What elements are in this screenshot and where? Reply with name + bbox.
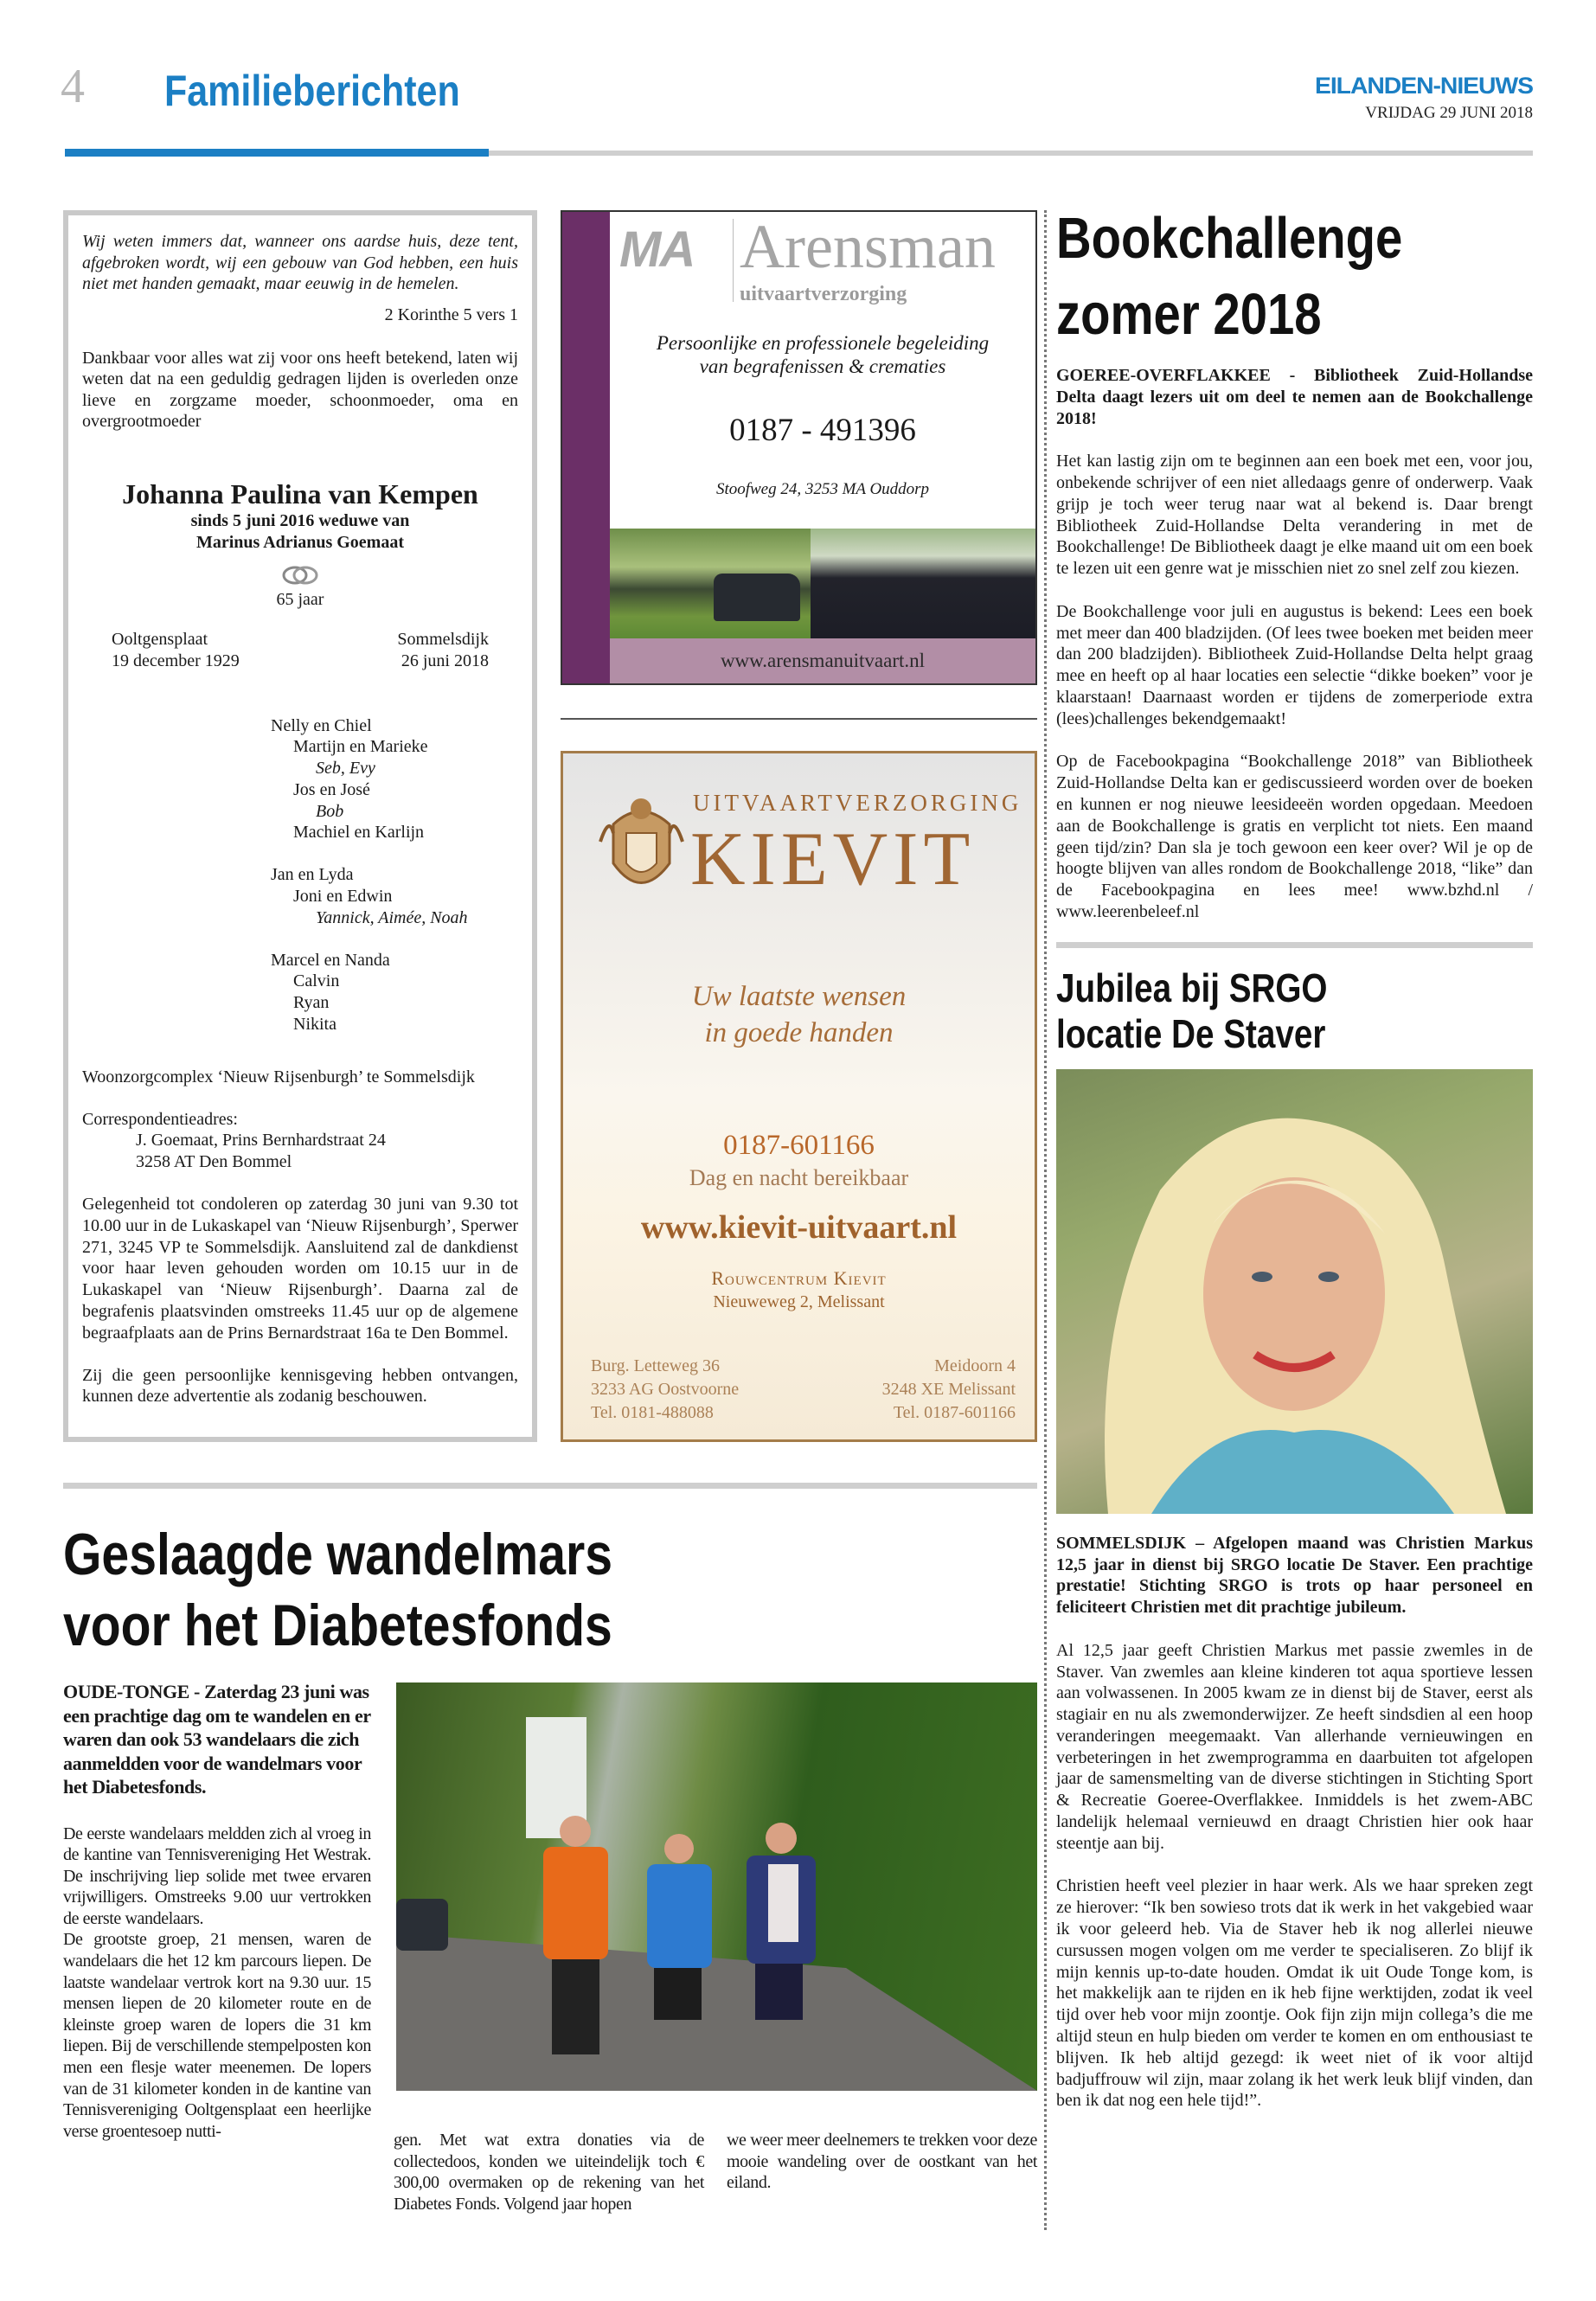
headline-line: voor het Diabetesfonds bbox=[63, 1593, 612, 1658]
hearse-car bbox=[714, 574, 800, 621]
correspondence-address: J. Goemaat, Prins Bernhardstraat 24 bbox=[136, 1131, 386, 1150]
article-divider bbox=[63, 1483, 1037, 1489]
obituary-intro: Dankbaar voor alles wat zij voor ons heeft betekend, laten wij weten dat na een geduldig gedragen lijden is overleden onze lieve en zorgzame moeder, schoonmoeder, oma en overgrootmoeder bbox=[82, 348, 518, 431]
family-group bbox=[271, 864, 518, 928]
kievit-slogan bbox=[563, 978, 1035, 1051]
article-lead: GOEREE-OVERFLAKKEE - Bibliotheek Zuid-Hollandse Delta daagt lezers uit om deel te nemen aan de Bookchallenge 2018! bbox=[1056, 366, 1533, 428]
closing-note: Zij die geen persoonlijke kennisgeving hebben ontvangen, kunnen deze advertentie als zodanig beschouwen. bbox=[82, 1365, 518, 1407]
ad-divider bbox=[561, 718, 1037, 720]
logo-divider bbox=[733, 219, 734, 302]
family-child: Jos en José bbox=[293, 779, 370, 799]
address-line: 3233 AG Oostvoorne bbox=[591, 1380, 740, 1399]
spouse-name: Marinus Adrianus Goemaat bbox=[195, 532, 405, 552]
condolence-info: Gelegenheid tot condoleren op zaterdag 30 juni van 9.30 tot 10.00 uur in de Lukaskapel van ‘Nieuw Rijsenburgh’, Sperwer 271, 3245 VP te Sommelsdijk. Aansluitend zal de dankdienst voor haar leven gehouden worden om 10.15 uur in de Lukaskapel van ‘Nieuw Rijsenburgh’. Daarna zal de begrafenis plaatsvinden omstreeks 11.45 uur op de algemene begraafplaats aan de Prins Bernardstraat 16a te Den Bommel. bbox=[82, 1195, 518, 1343]
article-divider bbox=[1056, 942, 1533, 948]
article-paragraph: Christien heeft veel plezier in haar werk. Als we haar spreken zegt ze hierover: “Ik ben sowieso trots dat ik werk in het vakgebied waar ik voor geleerd heb. Via de Staver heb ik nog allerlei nieuwe cursussen mogen volgen om me verder te specialiseren. Zo blijf ik mijn kennis up-to-date houden. Omdat ik uit Oude Tonge kom, is het makkelijk aan te rijden en ik heb fijne werktijden, zodat ik veel tijd over heb voor mijn zoontje. Ook fijn zijn mijn collega’s die me altijd steun en hulp bieden om verder te komen en om enthousiast te blijven. Ik heb altijd gezegd: ik weet niet of ik voor altijd badjuffrouw wil zijn, maar zolang ik het werk leuk blijf vinden, dan ben ik dat nog een hele tijd!”. bbox=[1056, 1876, 1533, 2111]
section-title: Familieberichten bbox=[164, 67, 460, 115]
page-number: 4 bbox=[61, 60, 85, 113]
slogan-line: in goede handen bbox=[704, 1017, 894, 1048]
arensman-url[interactable]: www.arensmanuitvaart.nl bbox=[610, 638, 1035, 685]
birth-date: 19 december 1929 bbox=[112, 651, 240, 670]
kievit-phone: 0187-601166 bbox=[723, 1130, 875, 1161]
pallbearers-photo bbox=[811, 529, 1037, 638]
widow-line: sinds 5 juni 2016 weduwe van bbox=[190, 510, 410, 530]
header-divider bbox=[489, 151, 1533, 156]
family-grandchildren: Seb, Evy bbox=[316, 759, 375, 779]
address-line: Meidoorn 4 bbox=[934, 1356, 1016, 1375]
marriage-years: 65 jaar bbox=[276, 589, 324, 609]
issue-date: VRIJDAG 29 JUNI 2018 bbox=[1365, 104, 1533, 122]
headline-line: Geslaagde wandelmars bbox=[63, 1522, 612, 1587]
birth-death-info bbox=[82, 629, 518, 672]
family-group bbox=[271, 950, 518, 1035]
arensman-address: Stoofweg 24, 3253 MA Ouddorp bbox=[715, 480, 930, 498]
correspondence-postcode: 3258 AT Den Bommel bbox=[136, 1152, 292, 1172]
arensman-tagline bbox=[610, 331, 1035, 378]
birth-place: Ooltgensplaat bbox=[112, 629, 208, 649]
ad-accent-stripe bbox=[562, 212, 610, 683]
portrait-image bbox=[1056, 1069, 1533, 1514]
bible-quote: Wij weten immers dat, wanneer ons aardse huis, deze tent, afgebroken wordt, wij een gebouw van God hebben, een huis niet met handen gemaakt, maar eeuwig in de hemelen. bbox=[82, 232, 518, 293]
kievit-kicker: UITVAARTVERZORGING bbox=[693, 790, 1022, 816]
family-list bbox=[271, 715, 518, 1035]
article-paragraph: De grootste groep, 21 mensen, waren de wandelaars die het 12 km parcours liepen. De laatste wandelaar vertrok kort na 9.30 uur. 15 mensen liepen de 20 kilometer route en de kleinste groep waren de lopers die 31 km liepen. Bij de verschillende stempelposten kon men een flesje water meenemen. De lopers van de 31 kilometer konden in de kantine van Tennisvereniging Ooltgensplaat een heerlijke verse groentesoep nutti- bbox=[63, 1930, 371, 2141]
kievit-name: KIEVIT bbox=[690, 817, 976, 901]
residence: Woonzorgcomplex ‘Nieuw Rijsenburgh’ te Sommelsdijk bbox=[82, 1067, 475, 1086]
headline-line: locatie De Staver bbox=[1056, 1010, 1326, 1056]
family-child: Joni en Edwin bbox=[293, 887, 393, 907]
walkers-image bbox=[396, 1682, 1037, 2091]
kievit-address-oostvoorne bbox=[591, 1355, 739, 1425]
arensman-logo-mark: MA bbox=[619, 221, 695, 278]
wandelmars-headline bbox=[63, 1519, 612, 1661]
bookchallenge-article bbox=[1056, 365, 1533, 923]
family-parents: Marcel en Nanda bbox=[271, 950, 390, 970]
kievit-availability: Dag en nacht bereikbaar bbox=[689, 1165, 909, 1190]
address-line: Tel. 0181-488088 bbox=[591, 1403, 714, 1422]
wandelmars-column-3: we weer meer deelnemers te trekken voor deze mooie wandeling over de oostkant van het eiland. bbox=[727, 2131, 1037, 2193]
address-line: 3248 XE Melissant bbox=[881, 1380, 1016, 1399]
correspondence-label: Correspondentieadres: bbox=[82, 1109, 238, 1129]
family-child: Calvin bbox=[293, 971, 340, 991]
walkers-photo bbox=[396, 1682, 1037, 2091]
kievit-ad[interactable] bbox=[561, 751, 1037, 1442]
arensman-ad[interactable] bbox=[561, 210, 1037, 685]
article-lead: OUDE-TONGE - Zaterdag 23 juni was een prachtige dag om te wandelen en er waren dan ook 53 wandelaars die zich aanmeldden voor de wandelmars voor het Diabetesfonds. bbox=[63, 1681, 371, 1798]
family-child: Martijn en Marieke bbox=[293, 737, 428, 757]
kievit-center-address: Nieuweweg 2, Melissant bbox=[713, 1292, 885, 1311]
tagline-line: van begrafenissen & crematies bbox=[699, 356, 946, 377]
kievit-url[interactable]: www.kievit-uitvaart.nl bbox=[640, 1209, 958, 1246]
address-line: Tel. 0187-601166 bbox=[893, 1403, 1016, 1422]
family-group bbox=[271, 715, 518, 844]
section-underline bbox=[65, 149, 489, 157]
jubilea-headline bbox=[1056, 965, 1457, 1057]
wedding-rings-icon bbox=[280, 564, 320, 586]
right-column bbox=[1056, 201, 1533, 2112]
correspondence bbox=[82, 1109, 518, 1173]
jubilea-article bbox=[1056, 1533, 1533, 2112]
bible-reference: 2 Korinthe 5 vers 1 bbox=[384, 304, 518, 324]
address-line: Burg. Letteweg 36 bbox=[591, 1356, 721, 1375]
headline-line: Jubilea bij SRGO bbox=[1056, 965, 1328, 1010]
kievit-center: Rouwcentrum Kievit bbox=[711, 1267, 887, 1289]
newspaper-logo: EILANDEN-NIEUWS bbox=[1315, 73, 1533, 99]
article-paragraph: Op de Facebookpagina “Bookchallenge 2018” van Bibliotheek Zuid-Hollandse Delta kan er gediscussieerd worden over de boeken en kunnen er nog nieuwe leesideeën worden opgedaan. Meedoen aan de Bookchallenge is gratis en verplicht tot niets. Een maand geen tijd/zin? Dan sla je toch gewoon een keer over? Wil je op de hoogte blijven van alles rondom de Bookchallenge 2018, “like” dan de Facebookpagina en lees mee! www.bzhd.nl / www.leerenbeleef.nl bbox=[1056, 752, 1533, 921]
arensman-phone: 0187 - 491396 bbox=[729, 413, 916, 448]
death-date: 26 juni 2018 bbox=[401, 651, 489, 670]
obituary-notice bbox=[63, 210, 537, 1442]
tagline-line: Persoonlijke en professionele begeleiding bbox=[656, 332, 990, 354]
family-grandchildren: Bob bbox=[316, 801, 344, 821]
article-paragraph: De Bookchallenge voor juli en augustus is bekend: Lees een boek met meer dan 400 bladzijden. (Of lees twee boeken met beiden meer dan 200 bladzijden). Bibliotheek Zuid-Hollandse Delta helpt graag mee en heeft op al haar locaties een selectie “dikke boeken” voor je klaarstaan! Daarnaast worden er tijdens de zomerperiode extra (lees)challenges bekendgemaakt! bbox=[1056, 601, 1533, 728]
kievit-crest-icon bbox=[596, 790, 687, 907]
headline-line: zomer 2018 bbox=[1056, 282, 1322, 347]
article-paragraph: De eerste wandelaars meldden zich al vroeg in de kantine van Tennisvereniging Het Westrak. De inschrijving liep solide met twee ervaren vrijwilligers. Omstreeks 9.00 uur vertrokken de eerste wandelaars. bbox=[63, 1823, 371, 1928]
wandelmars-column-2: gen. Met wat extra donaties via de collectedoos, konden we uiteindelijk toch € 300,00 overmaken op de rekening van het Diabetes Fonds. Volgend jaar hopen bbox=[394, 2131, 704, 2214]
bookchallenge-headline bbox=[1056, 201, 1457, 353]
article-paragraph: Al 12,5 jaar geeft Christien Markus met passie zwemles in de Staver. Van zwemles aan kleine kinderen tot aqua sportieve lessen aan volwassenen. In 2005 kwam ze in dienst bij de Staver, eerst als stagiair en nu als zwemonderwijzer. Ze heeft sindsdien al een hoop veranderingen meegemaakt. Van allerhande vernieuwingen en verbeteringen in het zwemprogramma en daarbuiten tot afgelopen jaar de samensmelting van de diverse stichtingen in Stichting Sport & Recreatie Goeree-Overflakkee. Inmiddels is het zwem-ABC landelijk helemaal vernieuwd en draagt Christien hier ook haar steentje aan bij. bbox=[1056, 1640, 1533, 1853]
family-parents: Nelly en Chiel bbox=[271, 715, 372, 735]
death-place: Sommelsdijk bbox=[397, 629, 489, 649]
deceased-name: Johanna Paulina van Kempen bbox=[122, 478, 478, 510]
family-grandchildren: Yannick, Aimée, Noah bbox=[316, 907, 468, 927]
family-child: Machiel en Karlijn bbox=[293, 823, 425, 843]
arensman-name: Arensman bbox=[740, 212, 996, 281]
slogan-line: Uw laatste wensen bbox=[691, 981, 907, 1012]
headline-line: Bookchallenge bbox=[1056, 206, 1403, 271]
family-child: Ryan bbox=[293, 993, 330, 1013]
article-paragraph: Het kan lastig zijn om te beginnen aan een boek met een, voor jou, onbekende schrijver of een niet alledaags genre of onderwerp. Vaak grijp je toch weer terug naar wat al bekend is. Daar brengt Bibliotheek Zuid-Hollandse Delta verandering in met de Bookchallenge! De Bibliotheek daagt je elke maand uit om een boek te lezen uit een genre wat je misschien niet zo snel zelf zou kiezen. bbox=[1056, 452, 1533, 579]
christien-markus-photo bbox=[1056, 1069, 1533, 1514]
arensman-subtitle: uitvaartverzorging bbox=[740, 283, 907, 305]
wandelmars-column-1 bbox=[63, 1680, 371, 2142]
column-divider bbox=[1044, 210, 1047, 2230]
kievit-address-melissant bbox=[882, 1355, 1016, 1425]
family-parents: Jan en Lyda bbox=[271, 865, 354, 885]
article-lead: SOMMELSDIJK – Afgelopen maand was Christien Markus 12,5 jaar in dienst bij SRGO locatie De Staver. Een prachtige prestatie! Stichting SRGO is trots op haar personeel en feliciteert Christien met dit prachtige jubileum. bbox=[1056, 1533, 1533, 1618]
family-child: Nikita bbox=[293, 1015, 337, 1035]
